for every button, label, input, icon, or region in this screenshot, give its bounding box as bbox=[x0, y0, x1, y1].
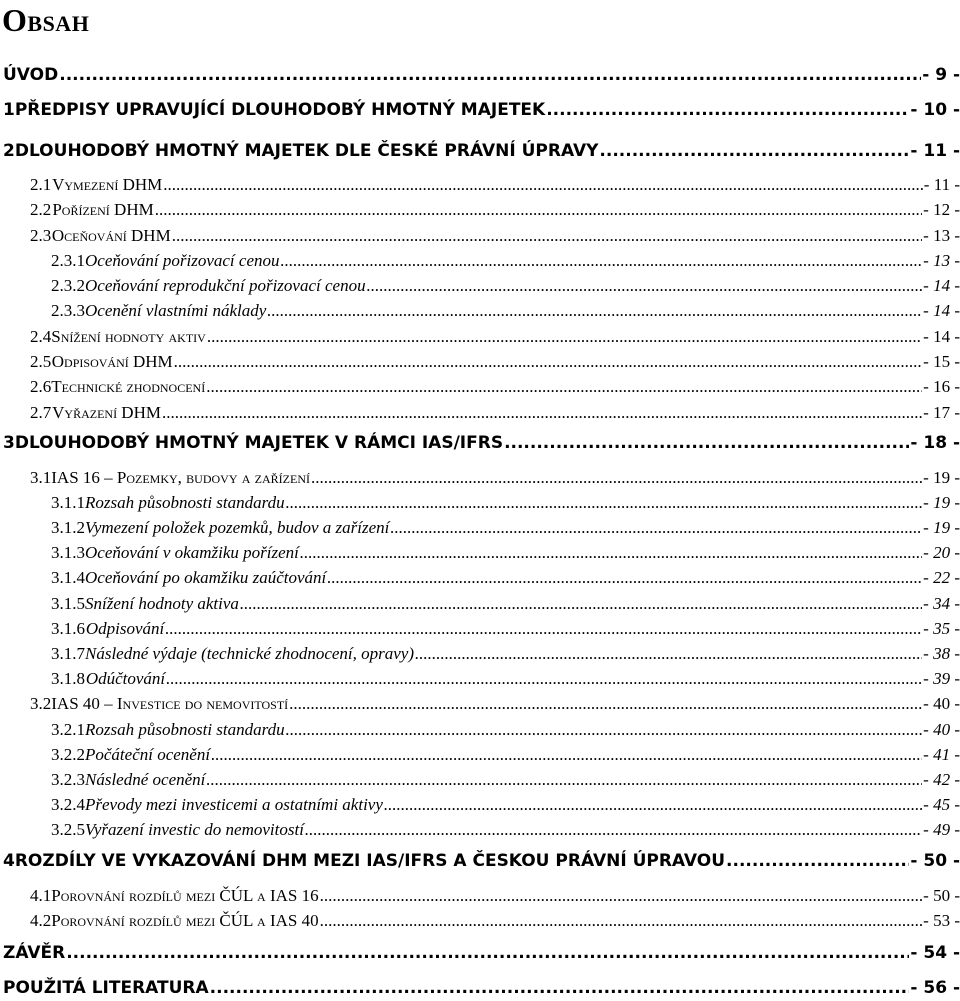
toc-entry-number: 3.1.7 bbox=[51, 644, 85, 663]
toc-entry-number: 2.7 bbox=[30, 403, 52, 422]
toc-entry[interactable] bbox=[3, 851, 960, 871]
dot-leader bbox=[320, 912, 923, 929]
toc-entry-label: Následné ocenění bbox=[85, 770, 206, 789]
toc-entry-page: - 56 - bbox=[910, 978, 960, 998]
toc-entry-page: - 9 - bbox=[922, 65, 960, 85]
toc-entry-label: Odúčtování bbox=[85, 669, 166, 688]
toc-entry-label: Odpisování bbox=[85, 619, 165, 638]
toc-entry-page: - 40 - bbox=[923, 694, 960, 713]
toc-entry[interactable] bbox=[3, 943, 960, 963]
dot-leader bbox=[165, 620, 922, 637]
toc-entry-label: IAS 16 – Pozemky, budovy a zařízení bbox=[51, 468, 310, 487]
toc-entry-label: ROZDÍLY VE VYKAZOVÁNÍ DHM MEZI IAS/IFRS A ČESKOU PRÁVNÍ ÚPRAVOU bbox=[14, 851, 726, 871]
toc-entry[interactable] bbox=[30, 468, 960, 488]
toc-entry-page: - 35 - bbox=[923, 619, 960, 638]
toc-entry-page: - 12 - bbox=[923, 200, 960, 219]
toc-entry[interactable] bbox=[51, 493, 960, 513]
toc-entry-page: - 54 - bbox=[910, 943, 960, 963]
toc-entry-page: - 39 - bbox=[923, 669, 960, 688]
toc-entry-label: DLOUHODOBÝ HMOTNÝ MAJETEK V RÁMCI IAS/IFRS bbox=[14, 433, 504, 453]
dot-leader bbox=[415, 645, 922, 662]
toc-entry[interactable] bbox=[51, 745, 960, 765]
toc-entry-label: Rozsah působnosti standardu bbox=[85, 493, 285, 512]
toc-entry-label: Porovnání rozdílů mezi ČÚL a IAS 16 bbox=[51, 886, 319, 905]
toc-entry-page: - 50 - bbox=[910, 851, 960, 871]
dot-leader bbox=[207, 328, 922, 345]
toc-entry-page: - 40 - bbox=[923, 720, 960, 739]
toc-entry-number: 3.2 bbox=[30, 694, 52, 713]
toc-entry-label: Technické zhodnocení bbox=[51, 377, 206, 396]
dot-leader bbox=[163, 176, 923, 193]
dot-leader bbox=[367, 277, 923, 294]
toc-entry[interactable] bbox=[51, 795, 960, 815]
toc-entry-number: 2.3.2 bbox=[51, 276, 85, 295]
toc-entry-number: 2.2 bbox=[30, 200, 52, 219]
toc-entry-page: - 14 - bbox=[923, 276, 960, 295]
toc-entry-page: - 11 - bbox=[923, 175, 960, 194]
toc-entry[interactable] bbox=[51, 543, 960, 563]
toc-entry-label: DLOUHODOBÝ HMOTNÝ MAJETEK DLE ČESKÉ PRÁVNÍ ÚPRAVY bbox=[14, 141, 599, 161]
dot-leader bbox=[599, 143, 909, 160]
toc-entry-page: - 20 - bbox=[923, 543, 960, 562]
toc-entry[interactable] bbox=[51, 518, 960, 538]
dot-leader bbox=[726, 853, 909, 870]
toc-entry[interactable] bbox=[3, 978, 960, 998]
toc-entry-page: - 22 - bbox=[923, 568, 960, 587]
dot-leader bbox=[320, 887, 923, 904]
toc-entry-number: 3 bbox=[3, 433, 15, 453]
toc-entry-label: PŘEDPISY UPRAVUJÍCÍ DLOUHODOBÝ HMOTNÝ MAJETEK bbox=[14, 100, 546, 120]
toc-entry-page: - 45 - bbox=[923, 795, 960, 814]
toc-entry-number: 4.1 bbox=[30, 886, 52, 905]
toc-entry-label: Oceňování reprodukční pořizovací cenou bbox=[85, 276, 366, 295]
toc-entry-label: ZÁVĚR bbox=[3, 943, 66, 963]
toc-entry-number: 2.5 bbox=[30, 352, 52, 371]
toc-entry-page: - 14 - bbox=[923, 327, 960, 346]
toc-entry[interactable] bbox=[51, 568, 960, 588]
toc-entry-label: Oceňování pořizovací cenou bbox=[85, 251, 280, 270]
dot-leader bbox=[240, 595, 922, 612]
dot-leader bbox=[327, 569, 922, 586]
dot-leader bbox=[286, 494, 923, 511]
dot-leader bbox=[384, 796, 922, 813]
toc-entry-label: IAS 40 – Investice do nemovitostí bbox=[51, 694, 289, 713]
toc-entry-label: Snížení hodnoty aktiv bbox=[51, 327, 206, 346]
toc-entry-number: 3.2.5 bbox=[51, 820, 85, 839]
toc-entry-page: - 16 - bbox=[923, 377, 960, 396]
toc-entry-label: Oceňování po okamžiku zaúčtování bbox=[85, 568, 327, 587]
toc-entry-label: Pořízení DHM bbox=[52, 200, 154, 219]
toc-entry-number: 2.1 bbox=[30, 175, 52, 194]
dot-leader bbox=[546, 102, 909, 119]
toc-entry-label: Rozsah působnosti standardu bbox=[85, 720, 285, 739]
toc-entry-label: Oceňování v okamžiku pořízení bbox=[85, 543, 299, 562]
toc-entry-number: 4.2 bbox=[30, 911, 52, 930]
toc-entry[interactable] bbox=[51, 301, 960, 321]
toc-entry-page: - 14 - bbox=[923, 301, 960, 320]
toc-entry[interactable] bbox=[30, 886, 960, 906]
toc-entry-label: Odpisování DHM bbox=[51, 352, 173, 371]
toc-entry-number: 2.3.1 bbox=[51, 251, 85, 270]
toc-entry-page: - 50 - bbox=[923, 886, 960, 905]
toc-entry-page: - 17 - bbox=[923, 403, 960, 422]
toc-entry-page: - 10 - bbox=[910, 100, 960, 120]
toc-entry-page: - 19 - bbox=[923, 468, 960, 487]
toc-entry-number: 3.1.4 bbox=[51, 568, 85, 587]
toc-entry[interactable] bbox=[51, 276, 960, 296]
toc-entry-number: 3.2.3 bbox=[51, 770, 85, 789]
toc-entry-label: Oceňování DHM bbox=[51, 226, 171, 245]
toc-entry-number: 3.1.6 bbox=[51, 619, 85, 638]
toc-entry-page: - 19 - bbox=[923, 493, 960, 512]
toc-entry[interactable] bbox=[30, 403, 960, 423]
toc-entry-number: 3.1.3 bbox=[51, 543, 85, 562]
dot-leader bbox=[286, 721, 923, 738]
toc-entry[interactable] bbox=[51, 644, 960, 664]
dot-leader bbox=[66, 945, 909, 962]
toc-entry-label: Následné výdaje (technické zhodnocení, opravy) bbox=[85, 644, 415, 663]
dot-leader bbox=[210, 980, 910, 997]
toc-entry-page: - 53 - bbox=[923, 911, 960, 930]
toc-entry-page: - 41 - bbox=[923, 745, 960, 764]
toc-entry-page: - 38 - bbox=[923, 644, 960, 663]
toc-entry-number: 2 bbox=[3, 141, 15, 161]
toc-entry-number: 3.1.8 bbox=[51, 669, 85, 688]
dot-leader bbox=[390, 519, 922, 536]
toc-entry-label: Počáteční ocenění bbox=[85, 745, 211, 764]
dot-leader bbox=[267, 302, 922, 319]
dot-leader bbox=[289, 695, 922, 712]
toc-entry[interactable] bbox=[30, 352, 960, 372]
toc-entry-number: 1 bbox=[3, 100, 15, 120]
dot-leader bbox=[155, 201, 922, 218]
toc-entry-page: - 13 - bbox=[923, 251, 960, 270]
toc-entry[interactable] bbox=[3, 100, 960, 120]
toc-entry[interactable] bbox=[51, 251, 960, 271]
toc-entry[interactable] bbox=[30, 327, 960, 347]
dot-leader bbox=[206, 378, 922, 395]
toc-entry[interactable] bbox=[3, 433, 960, 453]
dot-leader bbox=[305, 821, 922, 838]
toc-entry-number: 3.1.5 bbox=[51, 594, 85, 613]
toc-entry-page: - 19 - bbox=[923, 518, 960, 537]
toc-entry[interactable] bbox=[51, 720, 960, 740]
toc-entry-label: Převody mezi investicemi a ostatními aktivy bbox=[85, 795, 383, 814]
dot-leader bbox=[174, 353, 923, 370]
dot-leader bbox=[311, 469, 922, 486]
toc-entry-page: - 34 - bbox=[923, 594, 960, 613]
toc-entry[interactable] bbox=[51, 669, 960, 689]
toc-entry-number: 3.1.2 bbox=[51, 518, 85, 537]
dot-leader bbox=[206, 771, 922, 788]
toc-entry[interactable] bbox=[30, 377, 960, 397]
toc-entry-number: 2.4 bbox=[30, 327, 52, 346]
toc-entry[interactable] bbox=[30, 175, 960, 195]
toc-entry-number: 4 bbox=[3, 851, 15, 871]
dot-leader bbox=[172, 227, 922, 244]
toc-entry[interactable] bbox=[30, 200, 960, 220]
toc-entry-page: - 18 - bbox=[910, 433, 960, 453]
toc-entry-page: - 49 - bbox=[923, 820, 960, 839]
toc-entry-number: 2.3.3 bbox=[51, 301, 85, 320]
toc-entry[interactable] bbox=[30, 226, 960, 246]
toc-entry-number: 2.3 bbox=[30, 226, 52, 245]
toc-entry[interactable] bbox=[51, 594, 960, 614]
toc-entry-label: Vymezení položek pozemků, budov a zařízení bbox=[85, 518, 390, 537]
toc-entry-number: 3.2.1 bbox=[51, 720, 85, 739]
toc-entry-number: 2.6 bbox=[30, 377, 52, 396]
toc-entry-page: - 15 - bbox=[923, 352, 960, 371]
toc-entry[interactable] bbox=[51, 820, 960, 840]
toc-entry-number: 3.2.4 bbox=[51, 795, 85, 814]
toc-entry[interactable] bbox=[51, 770, 960, 790]
toc-entry-label: Vyřazení DHM bbox=[52, 403, 161, 422]
toc-entry-page: - 13 - bbox=[923, 226, 960, 245]
dot-leader bbox=[162, 404, 922, 421]
toc-entry[interactable] bbox=[30, 911, 960, 931]
dot-leader bbox=[59, 67, 921, 84]
toc-entry-label: POUŽITÁ LITERATURA bbox=[3, 978, 209, 998]
dot-leader bbox=[166, 670, 922, 687]
toc-entry-page: - 11 - bbox=[910, 141, 960, 161]
dot-leader bbox=[281, 252, 923, 269]
toc-entry-number: 3.1 bbox=[30, 468, 52, 487]
toc-entry[interactable] bbox=[30, 694, 960, 714]
toc-entry-label: Vymezení DHM bbox=[52, 175, 163, 194]
toc-entry-label: Snížení hodnoty aktiva bbox=[85, 594, 239, 613]
toc-entry-page: - 42 - bbox=[923, 770, 960, 789]
toc-entry[interactable] bbox=[3, 65, 960, 85]
toc-entry[interactable] bbox=[3, 141, 960, 161]
dot-leader bbox=[300, 544, 922, 561]
toc-entry-number: 3.2.2 bbox=[51, 745, 85, 764]
toc-entry-label: Ocenění vlastními náklady bbox=[85, 301, 267, 320]
toc-entry-label: ÚVOD bbox=[3, 65, 59, 85]
dot-leader bbox=[504, 435, 909, 452]
toc-entry[interactable] bbox=[51, 619, 960, 639]
toc-entry-label: Vyřazení investic do nemovitostí bbox=[85, 820, 304, 839]
dot-leader bbox=[211, 746, 922, 763]
page-title: Obsah bbox=[2, 2, 90, 38]
toc-entry-label: Porovnání rozdílů mezi ČÚL a IAS 40 bbox=[51, 911, 319, 930]
toc-entry-number: 3.1.1 bbox=[51, 493, 85, 512]
